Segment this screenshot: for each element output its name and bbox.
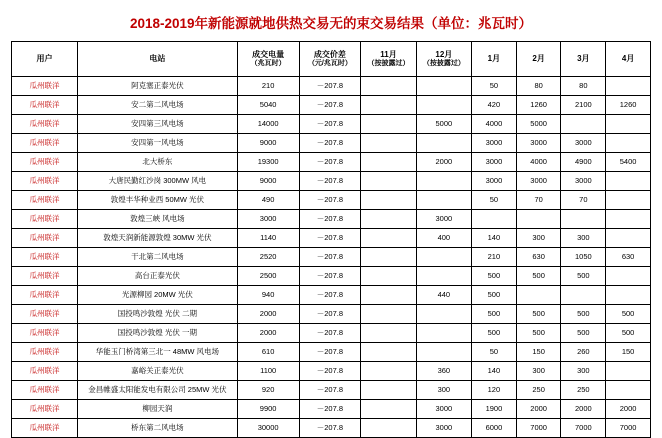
cell-month-1: 500: [472, 324, 517, 343]
cell-user: 瓜州联洋: [12, 248, 78, 267]
cell-user: 瓜州联洋: [12, 343, 78, 362]
cell-month-1: 500: [472, 305, 517, 324]
cell-month-12: [416, 172, 471, 191]
cell-month-2: 300: [516, 362, 561, 381]
cell-quantity: 9000: [237, 134, 299, 153]
cell-price: －207.8: [299, 324, 361, 343]
cell-month-2: 300: [516, 229, 561, 248]
trading-results-table: [11, 41, 651, 438]
cell-price: －207.8: [299, 362, 361, 381]
cell-month-12: 3000: [416, 419, 471, 438]
table-row: [12, 305, 651, 324]
cell-price: －207.8: [299, 153, 361, 172]
cell-month-4: [606, 229, 651, 248]
cell-user: 瓜州联洋: [12, 267, 78, 286]
cell-month-4: [606, 286, 651, 305]
table-row: [12, 267, 651, 286]
cell-month-11: [361, 381, 416, 400]
cell-price: －207.8: [299, 400, 361, 419]
column-header-price-diff: [299, 42, 361, 77]
column-header-quantity-label: 成交电量: [252, 50, 285, 60]
cell-month-1: 1900: [472, 400, 517, 419]
cell-month-3: 260: [561, 343, 606, 362]
cell-quantity: 1140: [237, 229, 299, 248]
cell-month-11: [361, 343, 416, 362]
cell-month-3: 2000: [561, 400, 606, 419]
column-header-month-4-label: 4月: [621, 54, 635, 64]
table-body: [12, 77, 651, 438]
cell-quantity: 610: [237, 343, 299, 362]
cell-month-4: [606, 267, 651, 286]
column-header-month-1: [472, 42, 517, 77]
column-header-month-12-label: 12月: [435, 50, 453, 60]
cell-month-1: 210: [472, 248, 517, 267]
table-row: [12, 362, 651, 381]
table-row: [12, 343, 651, 362]
column-header-plant-label: 电站: [149, 54, 166, 64]
cell-month-3: [561, 115, 606, 134]
cell-quantity: 2000: [237, 305, 299, 324]
table-row: [12, 229, 651, 248]
cell-month-11: [361, 191, 416, 210]
cell-month-3: 500: [561, 305, 606, 324]
cell-month-4: 630: [606, 248, 651, 267]
cell-month-1: 50: [472, 191, 517, 210]
cell-month-3: [561, 210, 606, 229]
cell-month-1: 500: [472, 286, 517, 305]
cell-month-11: [361, 419, 416, 438]
cell-plant: 华能玉门桥湾第三北一 48MW 风电场: [78, 343, 238, 362]
cell-month-3: 3000: [561, 134, 606, 153]
cell-month-12: [416, 134, 471, 153]
cell-month-11: [361, 324, 416, 343]
cell-month-1: 50: [472, 77, 517, 96]
column-header-month-12: [416, 42, 471, 77]
cell-month-1: 4000: [472, 115, 517, 134]
cell-quantity: 210: [237, 77, 299, 96]
cell-plant: 安四第一风电场: [78, 134, 238, 153]
cell-month-3: 500: [561, 324, 606, 343]
cell-plant: 金昌帷盛太阳能发电有限公司 25MW 光伏: [78, 381, 238, 400]
cell-month-2: 500: [516, 305, 561, 324]
cell-month-11: [361, 172, 416, 191]
cell-month-3: 80: [561, 77, 606, 96]
table-row: [12, 400, 651, 419]
cell-month-4: 500: [606, 305, 651, 324]
cell-month-4: 1260: [606, 96, 651, 115]
cell-month-3: 70: [561, 191, 606, 210]
cell-user: 瓜州联洋: [12, 210, 78, 229]
cell-month-4: [606, 172, 651, 191]
cell-month-1: 6000: [472, 419, 517, 438]
cell-quantity: 940: [237, 286, 299, 305]
cell-month-2: 500: [516, 324, 561, 343]
cell-month-1: 3000: [472, 134, 517, 153]
cell-plant: 敦煌丰华种业西 50MW 光伏: [78, 191, 238, 210]
cell-price: －207.8: [299, 381, 361, 400]
cell-month-12: 2000: [416, 153, 471, 172]
cell-price: －207.8: [299, 115, 361, 134]
cell-quantity: 3000: [237, 210, 299, 229]
cell-month-12: 440: [416, 286, 471, 305]
cell-price: －207.8: [299, 343, 361, 362]
table-row: [12, 419, 651, 438]
cell-month-11: [361, 134, 416, 153]
cell-month-12: 360: [416, 362, 471, 381]
cell-month-4: 2000: [606, 400, 651, 419]
cell-month-1: [472, 210, 517, 229]
column-header-plant: [78, 42, 238, 77]
cell-price: －207.8: [299, 96, 361, 115]
cell-month-4: 5400: [606, 153, 651, 172]
cell-price: －207.8: [299, 191, 361, 210]
cell-month-3: 3000: [561, 172, 606, 191]
cell-month-2: 3000: [516, 172, 561, 191]
cell-month-12: 5000: [416, 115, 471, 134]
cell-month-4: [606, 191, 651, 210]
column-header-month-11-label: 11月: [380, 50, 397, 60]
cell-month-3: 300: [561, 229, 606, 248]
cell-month-11: [361, 115, 416, 134]
cell-quantity: 490: [237, 191, 299, 210]
cell-month-2: 1260: [516, 96, 561, 115]
cell-user: 瓜州联洋: [12, 115, 78, 134]
cell-month-2: [516, 286, 561, 305]
cell-user: 瓜州联洋: [12, 381, 78, 400]
cell-price: －207.8: [299, 229, 361, 248]
cell-quantity: 920: [237, 381, 299, 400]
cell-quantity: 2500: [237, 267, 299, 286]
cell-month-11: [361, 153, 416, 172]
column-header-month-1-label: 1月: [487, 54, 501, 64]
cell-month-4: 150: [606, 343, 651, 362]
cell-month-3: 1050: [561, 248, 606, 267]
cell-month-2: 3000: [516, 134, 561, 153]
cell-month-12: 400: [416, 229, 471, 248]
table-row: [12, 210, 651, 229]
cell-price: －207.8: [299, 419, 361, 438]
column-header-month-3: [561, 42, 606, 77]
cell-month-12: [416, 343, 471, 362]
cell-user: 瓜州联洋: [12, 191, 78, 210]
cell-month-12: [416, 248, 471, 267]
cell-user: 瓜州联洋: [12, 229, 78, 248]
table-row: [12, 286, 651, 305]
column-header-month-2: [516, 42, 561, 77]
cell-month-3: 4900: [561, 153, 606, 172]
cell-plant: 桥东第二风电场: [78, 419, 238, 438]
table-row: [12, 153, 651, 172]
cell-user: 瓜州联洋: [12, 419, 78, 438]
cell-month-2: 500: [516, 267, 561, 286]
cell-quantity: 30000: [237, 419, 299, 438]
cell-price: －207.8: [299, 286, 361, 305]
cell-month-2: 70: [516, 191, 561, 210]
column-header-month-4: [606, 42, 651, 77]
cell-month-2: 4000: [516, 153, 561, 172]
cell-quantity: 5040: [237, 96, 299, 115]
cell-price: －207.8: [299, 172, 361, 191]
cell-month-4: 500: [606, 324, 651, 343]
cell-month-2: 630: [516, 248, 561, 267]
cell-user: 瓜州联洋: [12, 172, 78, 191]
column-header-month-12-sub: （按披露过）: [422, 59, 465, 67]
table-row: [12, 324, 651, 343]
cell-price: －207.8: [299, 305, 361, 324]
cell-month-12: [416, 191, 471, 210]
table-row: [12, 248, 651, 267]
cell-month-2: 150: [516, 343, 561, 362]
cell-plant: 柳园天润: [78, 400, 238, 419]
table-row: [12, 191, 651, 210]
cell-month-11: [361, 267, 416, 286]
cell-plant: 敦煌三峡 风电场: [78, 210, 238, 229]
cell-month-4: [606, 362, 651, 381]
cell-month-3: 300: [561, 362, 606, 381]
table-row: [12, 134, 651, 153]
cell-quantity: 9900: [237, 400, 299, 419]
cell-user: 瓜州联洋: [12, 362, 78, 381]
cell-month-2: 7000: [516, 419, 561, 438]
cell-quantity: 19300: [237, 153, 299, 172]
cell-month-2: [516, 210, 561, 229]
cell-user: 瓜州联洋: [12, 77, 78, 96]
cell-plant: 嘉峪关正泰光伏: [78, 362, 238, 381]
cell-plant: 干北第二风电场: [78, 248, 238, 267]
cell-month-2: 250: [516, 381, 561, 400]
cell-quantity: 9000: [237, 172, 299, 191]
cell-month-11: [361, 77, 416, 96]
cell-plant: 安二第二风电场: [78, 96, 238, 115]
cell-month-3: 2100: [561, 96, 606, 115]
cell-month-12: 3000: [416, 210, 471, 229]
cell-month-4: [606, 210, 651, 229]
cell-month-11: [361, 229, 416, 248]
cell-price: －207.8: [299, 267, 361, 286]
column-header-quantity-sub: （兆瓦时）: [250, 59, 286, 67]
column-header-user: [12, 42, 78, 77]
table-row: [12, 96, 651, 115]
cell-month-11: [361, 96, 416, 115]
cell-month-12: 3000: [416, 400, 471, 419]
cell-month-1: 140: [472, 229, 517, 248]
table-row: [12, 172, 651, 191]
cell-month-12: [416, 305, 471, 324]
table-row: [12, 115, 651, 134]
cell-month-4: [606, 134, 651, 153]
table-row: [12, 77, 651, 96]
cell-month-4: [606, 77, 651, 96]
cell-month-2: 5000: [516, 115, 561, 134]
cell-plant: 高台正泰光伏: [78, 267, 238, 286]
cell-user: 瓜州联洋: [12, 286, 78, 305]
column-header-user-label: 用户: [36, 54, 53, 64]
cell-price: －207.8: [299, 210, 361, 229]
cell-quantity: 2520: [237, 248, 299, 267]
cell-user: 瓜州联洋: [12, 134, 78, 153]
cell-month-1: 120: [472, 381, 517, 400]
page-title: 2018-2019年新能源就地供热交易无的束交易结果（单位：兆瓦时）: [129, 16, 533, 31]
cell-month-12: [416, 267, 471, 286]
column-header-month-11-sub: （按披露过）: [367, 59, 410, 67]
table-header-row: [12, 42, 651, 77]
cell-month-12: [416, 324, 471, 343]
cell-user: 瓜州联洋: [12, 324, 78, 343]
cell-quantity: 14000: [237, 115, 299, 134]
cell-month-3: 7000: [561, 419, 606, 438]
cell-month-3: 250: [561, 381, 606, 400]
cell-plant: 国投鸣沙敦煌 光伏 一期: [78, 324, 238, 343]
column-header-price-diff-sub: （元/兆瓦时）: [307, 59, 352, 67]
cell-price: －207.8: [299, 134, 361, 153]
cell-month-11: [361, 305, 416, 324]
cell-plant: 大唐民勤红沙岗 300MW 风电: [78, 172, 238, 191]
cell-quantity: 2000: [237, 324, 299, 343]
cell-month-1: 500: [472, 267, 517, 286]
cell-month-11: [361, 286, 416, 305]
cell-price: －207.8: [299, 248, 361, 267]
column-header-month-2-label: 2月: [532, 54, 545, 64]
cell-month-1: 50: [472, 343, 517, 362]
cell-month-1: 140: [472, 362, 517, 381]
column-header-price-diff-label: 成交价差: [313, 50, 346, 60]
cell-month-12: [416, 77, 471, 96]
cell-user: 瓜州联洋: [12, 305, 78, 324]
table-row: [12, 381, 651, 400]
cell-user: 瓜州联洋: [12, 400, 78, 419]
cell-month-4: [606, 115, 651, 134]
column-header-quantity: [237, 42, 299, 77]
cell-month-12: [416, 96, 471, 115]
cell-month-2: 2000: [516, 400, 561, 419]
column-header-month-3-label: 3月: [577, 54, 590, 64]
cell-month-11: [361, 400, 416, 419]
cell-month-2: 80: [516, 77, 561, 96]
cell-month-4: [606, 381, 651, 400]
column-header-month-11: [361, 42, 416, 77]
cell-quantity: 1100: [237, 362, 299, 381]
cell-plant: 国投鸣沙敦煌 光伏 二期: [78, 305, 238, 324]
cell-month-11: [361, 210, 416, 229]
cell-month-11: [361, 362, 416, 381]
cell-month-1: 3000: [472, 172, 517, 191]
cell-month-4: 7000: [606, 419, 651, 438]
cell-month-11: [361, 248, 416, 267]
cell-month-12: 300: [416, 381, 471, 400]
cell-plant: 敦煌天润新能源敦煌 30MW 光伏: [78, 229, 238, 248]
cell-price: －207.8: [299, 77, 361, 96]
cell-plant: 安四第三风电场: [78, 115, 238, 134]
cell-month-3: [561, 286, 606, 305]
cell-user: 瓜州联洋: [12, 96, 78, 115]
cell-plant: 光源柳园 20MW 光伏: [78, 286, 238, 305]
cell-month-1: 420: [472, 96, 517, 115]
cell-month-1: 3000: [472, 153, 517, 172]
cell-plant: 北大桥东: [78, 153, 238, 172]
cell-month-3: 500: [561, 267, 606, 286]
cell-plant: 阿克塞正泰光伏: [78, 77, 238, 96]
cell-user: 瓜州联洋: [12, 153, 78, 172]
